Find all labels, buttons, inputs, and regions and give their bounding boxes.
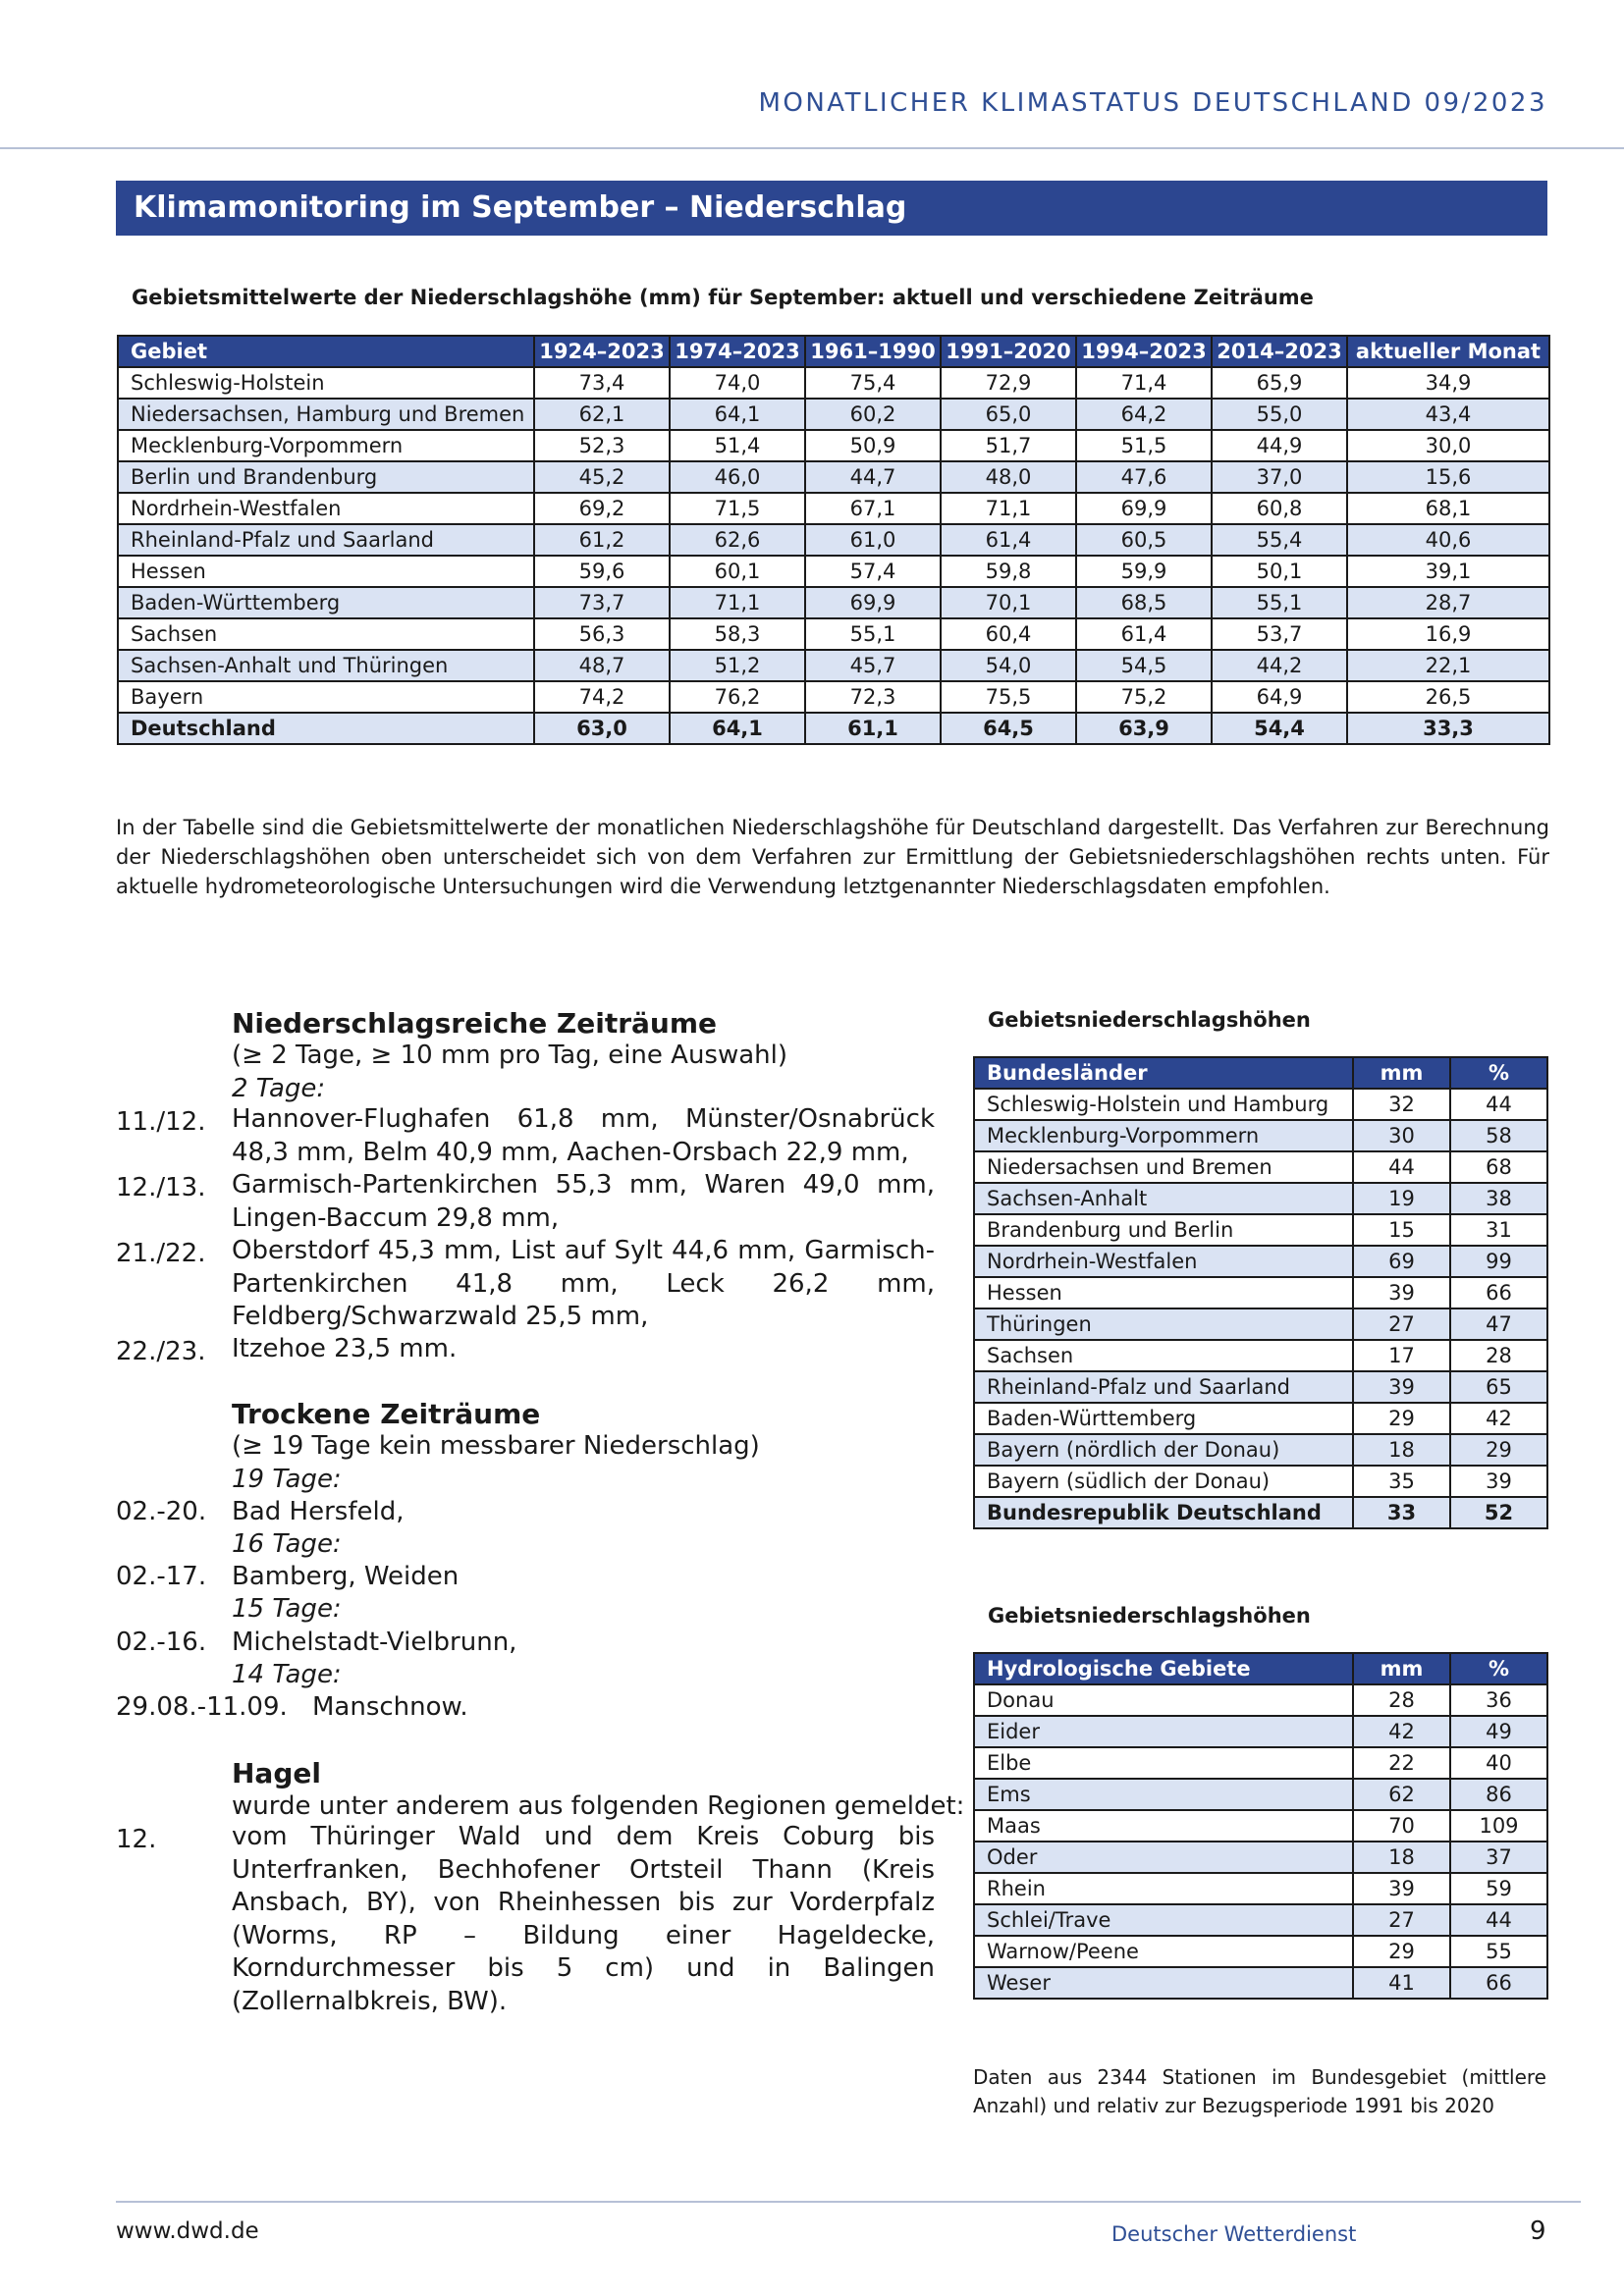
table-cell: 39,1	[1347, 556, 1549, 587]
table-cell: 15	[1353, 1214, 1450, 1246]
table-cell: 71,1	[670, 587, 805, 618]
table-cell: 72,9	[941, 367, 1076, 399]
table-cell: 50,9	[805, 430, 941, 461]
table-row	[974, 1873, 1547, 1904]
column-header: %	[1450, 1057, 1547, 1089]
row-label: Rhein	[974, 1873, 1353, 1904]
total-cell: 33	[1353, 1497, 1450, 1528]
table-cell: 109	[1450, 1810, 1547, 1842]
table-cell: 18	[1353, 1434, 1450, 1466]
table-cell: 69,9	[805, 587, 941, 618]
table-cell: 69	[1353, 1246, 1450, 1277]
table-cell: 67,1	[805, 493, 941, 524]
table-cell: 51,7	[941, 430, 1076, 461]
row-label: Donau	[974, 1684, 1353, 1716]
table-cell: 27	[1353, 1308, 1450, 1340]
row-label: Maas	[974, 1810, 1353, 1842]
table-cell: 66	[1450, 1277, 1547, 1308]
total-cell: 61,1	[805, 713, 941, 744]
hail-date: 12.	[116, 1825, 157, 1854]
table-cell: 52,3	[534, 430, 670, 461]
footer-divider	[116, 2201, 1581, 2203]
dry-group-label: 16 Tage:	[232, 1529, 342, 1559]
table-row	[974, 1466, 1547, 1497]
wet-entry-date: 12./13.	[116, 1173, 206, 1202]
table-cell: 16,9	[1347, 618, 1549, 650]
table-cell: 75,4	[805, 367, 941, 399]
table-cell: 61,4	[1076, 618, 1212, 650]
table-cell: 60,8	[1212, 493, 1347, 524]
row-label: Schleswig-Holstein und Hamburg	[974, 1089, 1353, 1120]
table-row	[974, 1904, 1547, 1936]
table-cell: 31	[1450, 1214, 1547, 1246]
table-row	[974, 1716, 1547, 1747]
table-cell: 68	[1450, 1151, 1547, 1183]
table-cell: 64,2	[1076, 399, 1212, 430]
row-label: Mecklenburg-Vorpommern	[118, 430, 534, 461]
column-header: mm	[1353, 1057, 1450, 1089]
table-cell: 59,8	[941, 556, 1076, 587]
table-row	[118, 367, 1549, 399]
table-cell: 71,5	[670, 493, 805, 524]
table-cell: 68,5	[1076, 587, 1212, 618]
table-cell: 56,3	[534, 618, 670, 650]
row-label: Weser	[974, 1967, 1353, 1999]
page-number: 9	[1530, 2216, 1546, 2246]
table-cell: 70,1	[941, 587, 1076, 618]
row-label: Mecklenburg-Vorpommern	[974, 1120, 1353, 1151]
table-cell: 30	[1353, 1120, 1450, 1151]
table-row	[118, 618, 1549, 650]
dry-periods-title: Trockene Zeiträume	[232, 1398, 541, 1430]
footer-organisation: Deutscher Wetterdienst	[1111, 2222, 1357, 2246]
wet-entry-text: Garmisch-Partenkirchen 55,3 mm, Waren 49,0 mm, Lingen-Baccum 29,8 mm,	[232, 1170, 935, 1233]
table-cell: 39	[1353, 1371, 1450, 1403]
row-label: Sachsen	[118, 618, 534, 650]
column-header: Gebiet	[118, 336, 534, 367]
table-row	[974, 1308, 1547, 1340]
row-label: Sachsen-Anhalt	[974, 1183, 1353, 1214]
dry-group-label: 14 Tage:	[232, 1660, 342, 1689]
table-cell: 54,5	[1076, 650, 1212, 681]
table-cell: 18	[1353, 1842, 1450, 1873]
row-label: Schlei/Trave	[974, 1904, 1353, 1936]
table-cell: 62,1	[534, 399, 670, 430]
table-cell: 29	[1353, 1936, 1450, 1967]
table-cell: 42	[1450, 1403, 1547, 1434]
column-header: 1924–2023	[534, 336, 670, 367]
wet-entry-date: 22./23.	[116, 1337, 206, 1366]
wet-entry-date: 11./12.	[116, 1107, 206, 1137]
table-row	[974, 1747, 1547, 1779]
total-row	[118, 713, 1549, 744]
table-cell: 65,9	[1212, 367, 1347, 399]
table-cell: 55,4	[1212, 524, 1347, 556]
total-row	[974, 1497, 1547, 1528]
table-row	[118, 493, 1549, 524]
wet-entry-text: Oberstdorf 45,3 mm, List auf Sylt 44,6 mm, Garmisch-Partenkirchen 41,8 mm, Leck 26,2 mm, Feldberg/Schwarzwald 25,5 mm,	[232, 1236, 935, 1331]
column-header: 2014–2023	[1212, 336, 1347, 367]
wet-entry-text: Hannover-Flughafen 61,8 mm, Münster/Osnabrück 48,3 mm, Belm 40,9 mm, Aachen-Orsbach 22,9 mm,	[232, 1104, 935, 1167]
table-row	[118, 556, 1549, 587]
dry-group-date: 02.-16.	[116, 1628, 207, 1657]
table-cell: 64,1	[670, 399, 805, 430]
table-cell: 58,3	[670, 618, 805, 650]
table-cell: 53,7	[1212, 618, 1347, 650]
table-cell: 86	[1450, 1779, 1547, 1810]
table-cell: 99	[1450, 1246, 1547, 1277]
table-cell: 43,4	[1347, 399, 1549, 430]
row-label: Sachsen	[974, 1340, 1353, 1371]
table-cell: 37	[1450, 1842, 1547, 1873]
table-row	[974, 1340, 1547, 1371]
column-header: Hydrologische Gebiete	[974, 1653, 1353, 1684]
column-header: Bundesländer	[974, 1057, 1353, 1089]
table-cell: 42	[1353, 1716, 1450, 1747]
row-label: Niedersachsen, Hamburg und Bremen	[118, 399, 534, 430]
table-cell: 68,1	[1347, 493, 1549, 524]
table-cell: 44,2	[1212, 650, 1347, 681]
table-row	[974, 1246, 1547, 1277]
table-row	[118, 587, 1549, 618]
table-row	[974, 1403, 1547, 1434]
table-row	[974, 1434, 1547, 1466]
table-cell: 48,0	[941, 461, 1076, 493]
row-label: Oder	[974, 1842, 1353, 1873]
wet-periods-subtitle: (≥ 2 Tage, ≥ 10 mm pro Tag, eine Auswahl)	[232, 1041, 788, 1070]
table-row	[974, 1089, 1547, 1120]
table-cell: 74,2	[534, 681, 670, 713]
table-cell: 62,6	[670, 524, 805, 556]
header-divider	[0, 147, 1624, 149]
table-cell: 36	[1450, 1684, 1547, 1716]
row-label: Elbe	[974, 1747, 1353, 1779]
table-cell: 49	[1450, 1716, 1547, 1747]
table-cell: 58	[1450, 1120, 1547, 1151]
hail-text: vom Thüringer Wald und dem Kreis Coburg bis Unterfranken, Bechhofener Ortsteil Thann (Kreis Ansbach, BY), von Rheinhessen bis zur Vorderpfalz (Worms, RP – Bildung einer Hageldecke, Korndurchmesser bis 5 cm) und in Balingen (Zollernalbkreis, BW).	[232, 1822, 935, 2016]
row-label: Warnow/Peene	[974, 1936, 1353, 1967]
table-row	[974, 1936, 1547, 1967]
table-cell: 37,0	[1212, 461, 1347, 493]
table-cell: 28	[1353, 1684, 1450, 1716]
row-label: Bayern (nördlich der Donau)	[974, 1434, 1353, 1466]
table-row	[974, 1967, 1547, 1999]
main-table-caption: Gebietsmittelwerte der Niederschlagshöhe (mm) für September: aktuell und verschiedene Zeiträume	[132, 286, 1314, 309]
table-cell: 51,4	[670, 430, 805, 461]
table-cell: 69,2	[534, 493, 670, 524]
table-cell: 72,3	[805, 681, 941, 713]
total-label: Deutschland	[118, 713, 534, 744]
table-cell: 34,9	[1347, 367, 1549, 399]
table-cell: 35	[1353, 1466, 1450, 1497]
table-cell: 69,9	[1076, 493, 1212, 524]
table-note: In der Tabelle sind die Gebietsmittelwerte der monatlichen Niederschlagshöhe für Deutschland dargestellt. Das Verfahren zur Berechnung der Niederschlagshöhen oben unterscheidet sich von dem Verfahren zur Ermittlung der Gebietsniederschlagshöhen rechts unten. Für aktuelle hydrometeorologische Untersuchungen wird die Verwendung letztgenannter Niederschlagsdaten empfohlen.	[116, 816, 1549, 898]
column-header: 1974–2023	[670, 336, 805, 367]
table-cell: 17	[1353, 1340, 1450, 1371]
row-label: Nordrhein-Westfalen	[118, 493, 534, 524]
dry-group-text: Bamberg, Weiden	[232, 1562, 460, 1591]
table-cell: 44,7	[805, 461, 941, 493]
dry-group-text: Manschnow.	[312, 1692, 468, 1722]
hydro-table	[973, 1652, 1548, 2000]
table-row	[974, 1183, 1547, 1214]
column-header: aktueller Monat	[1347, 336, 1549, 367]
table-cell: 45,7	[805, 650, 941, 681]
table-cell: 60,1	[670, 556, 805, 587]
table-cell: 74,0	[670, 367, 805, 399]
total-cell: 54,4	[1212, 713, 1347, 744]
table-cell: 28	[1450, 1340, 1547, 1371]
hail-title: Hagel	[232, 1757, 321, 1789]
dry-group-text: Michelstadt-Vielbrunn,	[232, 1628, 517, 1657]
table-cell: 57,4	[805, 556, 941, 587]
wet-entry-text: Itzehoe 23,5 mm.	[232, 1334, 458, 1363]
table-cell: 47	[1450, 1308, 1547, 1340]
total-label: Bundesrepublik Deutschland	[974, 1497, 1353, 1528]
table-row	[118, 461, 1549, 493]
hail-intro: wurde unter anderem aus folgenden Regionen gemeldet:	[232, 1791, 965, 1821]
table-cell: 46,0	[670, 461, 805, 493]
dry-group-date: 29.08.-11.09.	[116, 1692, 288, 1722]
row-label: Nordrhein-Westfalen	[974, 1246, 1353, 1277]
table-cell: 41	[1353, 1967, 1450, 1999]
table-cell: 44,9	[1212, 430, 1347, 461]
table-cell: 71,1	[941, 493, 1076, 524]
table-cell: 15,6	[1347, 461, 1549, 493]
table-row	[118, 399, 1549, 430]
total-cell: 64,5	[941, 713, 1076, 744]
total-cell: 33,3	[1347, 713, 1549, 744]
dry-group-text: Bad Hersfeld,	[232, 1497, 405, 1526]
table-cell: 59,9	[1076, 556, 1212, 587]
table-row	[974, 1277, 1547, 1308]
table-cell: 65	[1450, 1371, 1547, 1403]
column-header: 1994–2023	[1076, 336, 1212, 367]
header-title: MONATLICHER KLIMASTATUS DEUTSCHLAND 09/2023	[758, 88, 1547, 118]
table-row	[118, 681, 1549, 713]
table-cell: 70	[1353, 1810, 1450, 1842]
section-title: Klimamonitoring im September – Niederschlag	[116, 181, 1547, 236]
table-cell: 61,0	[805, 524, 941, 556]
table-cell: 50,1	[1212, 556, 1347, 587]
table-cell: 60,4	[941, 618, 1076, 650]
table-cell: 66	[1450, 1967, 1547, 1999]
row-label: Baden-Württemberg	[974, 1403, 1353, 1434]
table-cell: 29	[1450, 1434, 1547, 1466]
dry-periods-subtitle: (≥ 19 Tage kein messbarer Niederschlag)	[232, 1431, 760, 1461]
row-label: Bayern (südlich der Donau)	[974, 1466, 1353, 1497]
table-cell: 26,5	[1347, 681, 1549, 713]
table-cell: 47,6	[1076, 461, 1212, 493]
table-cell: 48,7	[534, 650, 670, 681]
table-row	[974, 1120, 1547, 1151]
row-label: Baden-Württemberg	[118, 587, 534, 618]
row-label: Schleswig-Holstein	[118, 367, 534, 399]
row-label: Thüringen	[974, 1308, 1353, 1340]
table-cell: 22	[1353, 1747, 1450, 1779]
stations-footnote: Daten aus 2344 Stationen im Bundesgebiet (mittlere Anzahl) und relativ zur Bezugsperiode 1991 bis 2020	[973, 2065, 1546, 2117]
states-table	[973, 1056, 1548, 1529]
table-cell: 44	[1353, 1151, 1450, 1183]
table-cell: 45,2	[534, 461, 670, 493]
table-row	[118, 524, 1549, 556]
dry-group-date: 02.-17.	[116, 1562, 207, 1591]
hydro-table-caption: Gebietsniederschlagshöhen	[988, 1604, 1311, 1628]
row-label: Hessen	[118, 556, 534, 587]
table-row	[974, 1779, 1547, 1810]
wet-periods-label: 2 Tage:	[232, 1074, 326, 1103]
table-cell: 61,4	[941, 524, 1076, 556]
table-cell: 29	[1353, 1403, 1450, 1434]
row-label: Hessen	[974, 1277, 1353, 1308]
table-row	[974, 1371, 1547, 1403]
table-cell: 38	[1450, 1183, 1547, 1214]
table-row	[974, 1151, 1547, 1183]
table-row	[118, 650, 1549, 681]
table-cell: 55,1	[1212, 587, 1347, 618]
table-row	[118, 430, 1549, 461]
table-cell: 64,9	[1212, 681, 1347, 713]
table-cell: 32	[1353, 1089, 1450, 1120]
table-cell: 51,5	[1076, 430, 1212, 461]
table-row	[974, 1684, 1547, 1716]
column-header: %	[1450, 1653, 1547, 1684]
table-cell: 27	[1353, 1904, 1450, 1936]
table-cell: 71,4	[1076, 367, 1212, 399]
column-header: 1991–2020	[941, 336, 1076, 367]
table-cell: 19	[1353, 1183, 1450, 1214]
total-cell: 63,0	[534, 713, 670, 744]
row-label: Eider	[974, 1716, 1353, 1747]
table-cell: 65,0	[941, 399, 1076, 430]
table-cell: 75,2	[1076, 681, 1212, 713]
row-label: Rheinland-Pfalz und Saarland	[974, 1371, 1353, 1403]
table-cell: 55	[1450, 1936, 1547, 1967]
table-cell: 59,6	[534, 556, 670, 587]
table-cell: 73,7	[534, 587, 670, 618]
dry-group-label: 15 Tage:	[232, 1594, 342, 1624]
table-cell: 44	[1450, 1904, 1547, 1936]
total-cell: 64,1	[670, 713, 805, 744]
table-cell: 60,2	[805, 399, 941, 430]
table-cell: 44	[1450, 1089, 1547, 1120]
main-table	[117, 335, 1550, 745]
column-header: 1961–1990	[805, 336, 941, 367]
row-label: Rheinland-Pfalz und Saarland	[118, 524, 534, 556]
table-cell: 60,5	[1076, 524, 1212, 556]
footer-url-link[interactable]: www.dwd.de	[116, 2218, 259, 2244]
states-table-caption: Gebietsniederschlagshöhen	[988, 1008, 1311, 1032]
table-cell: 62	[1353, 1779, 1450, 1810]
table-cell: 76,2	[670, 681, 805, 713]
row-label: Bayern	[118, 681, 534, 713]
table-cell: 55,1	[805, 618, 941, 650]
table-row	[974, 1810, 1547, 1842]
table-cell: 30,0	[1347, 430, 1549, 461]
table-cell: 39	[1353, 1873, 1450, 1904]
column-header: mm	[1353, 1653, 1450, 1684]
row-label: Brandenburg und Berlin	[974, 1214, 1353, 1246]
table-cell: 59	[1450, 1873, 1547, 1904]
table-cell: 39	[1353, 1277, 1450, 1308]
table-cell: 28,7	[1347, 587, 1549, 618]
table-cell: 61,2	[534, 524, 670, 556]
table-cell: 40,6	[1347, 524, 1549, 556]
dry-group-label: 19 Tage:	[232, 1465, 342, 1494]
total-cell: 52	[1450, 1497, 1547, 1528]
table-cell: 39	[1450, 1466, 1547, 1497]
wet-periods-title: Niederschlagsreiche Zeiträume	[232, 1007, 718, 1040]
table-cell: 55,0	[1212, 399, 1347, 430]
table-row	[974, 1842, 1547, 1873]
table-cell: 75,5	[941, 681, 1076, 713]
row-label: Ems	[974, 1779, 1353, 1810]
row-label: Sachsen-Anhalt und Thüringen	[118, 650, 534, 681]
table-cell: 22,1	[1347, 650, 1549, 681]
table-row	[974, 1214, 1547, 1246]
table-cell: 51,2	[670, 650, 805, 681]
dry-group-date: 02.-20.	[116, 1497, 207, 1526]
total-cell: 63,9	[1076, 713, 1212, 744]
wet-entry-date: 21./22.	[116, 1239, 206, 1268]
table-cell: 73,4	[534, 367, 670, 399]
table-cell: 40	[1450, 1747, 1547, 1779]
table-cell: 54,0	[941, 650, 1076, 681]
row-label: Niedersachsen und Bremen	[974, 1151, 1353, 1183]
row-label: Berlin und Brandenburg	[118, 461, 534, 493]
